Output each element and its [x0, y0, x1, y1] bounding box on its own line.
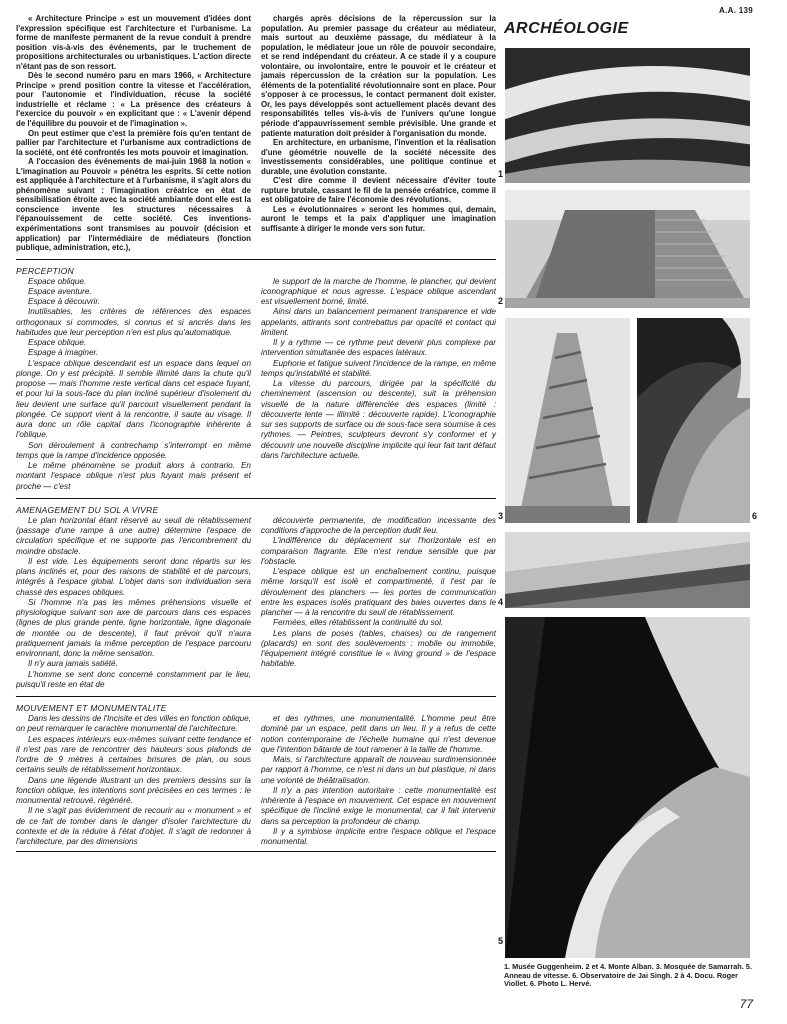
paragraph: Il y a rythme — ce rythme peut devenir plus complexe par intervention simultanée des espaces latéraux. [261, 338, 496, 358]
paragraph: Espage à imaginer. [28, 348, 99, 358]
section-right-column [261, 516, 496, 690]
paragraph: Euphorie et fatigue suivent l'incidence de la rampe, en même temps qu'instabilité et stabilité. [261, 358, 496, 378]
paragraph: Son déroulement à contrechamp s'interrompt en même temps que la rampe d'incidence opposée. [16, 440, 251, 460]
paragraph: La vitesse du parcours, dirigée par la spécificité du cheminement (ascension ou descente), suit la préhension visuelle de la nature différenciée des espaces (limité : découverte lente — illimité : découverte rapide). L'iconographie sur ses supports de surface ou de sous-face sera soumise à ces rythmes. — Peintres, sculpteurs devront s'y conformer et y découvrir une nouvelle discipline implicite qui leur fait tant défaut dans l'architecture actuelle. [261, 379, 496, 460]
paragraph: Les espaces intérieurs eux-mêmes suivant cette tendance et il n'est pas rare de rencontrer des hauteurs sous plafonds de l'ordre de 9 mètres à certaines brisures de plan, ou sous certains seuils de rétablissement horizontaux. [16, 734, 251, 775]
paragraph: L'homme se sent donc concerné constamment par le lieu, puisqu'il reste en état de [16, 669, 251, 689]
page-header: A.A. 139 [719, 6, 753, 15]
paragraph: Les « évolutionnaires » seront les hommes qui, demain, auront le temps et la paix d'appliquer une imagination suffisante à diriger le monde vers son futur. [261, 204, 496, 234]
section-title: AMENAGEMENT DU SOL A VIVRE [16, 504, 159, 515]
paragraph: On peut estimer que c'est la première fois qu'en tentant de pallier par l'architecture et l'urbanisme aux contradictions de la société, ont été confrontés les mots pouvoir et imagination. [16, 128, 251, 157]
sidebar [504, 20, 754, 38]
paragraph: chargés après décisions de la répercussion sur la population. Au premier passage du créateur au médiateur, mais surtout au deuxième passage, du médiateur à la population, le médiateur joue un rôle de pouvoir secondaire, et se rend indépendant du créateur. A ce stade il y a coupure volontaire, ou involontaire, entre le pouvoir et le créateur et jamais répercussion de la création sur la population. Les éléments de la potentialité révolutionnaire sont en place. Pour s'opposer à ce processus, le contact permanent doit exister. Or, les pays développés sont actuellement placés devant des responsabilités telles vis-à-vis de l'univers qu'une longue période d'appauvrissement semble prévisible. Une grande et patiente maturation doit présider à l'organisation du monde. [261, 14, 496, 138]
paragraph: Dans les dessins de l'Incisite et des villes en fonction oblique, on peut remarquer le caractère monumental de l'architecture. [16, 714, 251, 734]
section-divider [16, 851, 496, 852]
paragraph: Espace aventure. [28, 286, 92, 296]
section-mouvement [16, 696, 496, 847]
paragraph: En architecture, en urbanisme, l'invention et la réalisation d'une géométrie nouvelle de la société nécessite des investissements considérables, une politique continue et durable, une évolution constante. [261, 138, 496, 176]
photo-number: 5 [498, 936, 504, 946]
section-right-column [261, 277, 496, 492]
section-left-column [16, 277, 251, 492]
paragraph: L'indifférence du déplacement sur l'horizontale est en comparaison flagrante. Elle n'est rendue sensible que par l'obstacle. [261, 536, 496, 566]
paragraph: L'espace oblique descendant est un espace dans lequel on plonge. On y est précipité. Il semble illimité dans la chute qu'il propose — mais l'homme reste vertical dans cet espace fuyant, et pour lui la sous-face du plan incliné supérieur d'isolement du lieu devient une surface qu'il parcourt visuellement pendant la plongée. Ce support vient à la rencontre, il saute au visage. Il aura donc un rôle capital dans l'iconographie inhérente à l'oblique. [16, 358, 251, 440]
paragraph: Dans une légende illustrant un des premiers dessins sur la fonction oblique, les intentions sont précisées en ces termes : le monumental retrouvé, régénéré. [16, 775, 251, 806]
photo-number: 6 [752, 511, 758, 521]
paragraph: Espace oblique. [28, 338, 87, 348]
section-title: MOUVEMENT ET MONUMENTALITE [16, 703, 167, 714]
paragraph: Ainsi dans un balancement permanent transparence et vide appelants, attirants sont contrebattus par opacité et contact qui limitent. [261, 307, 496, 337]
paragraph: et des rythmes, une monumentalité. L'homme peut être dominé par un espace, petit dans un lieu. Il y a refus de cette notion contemporaine de l'échelle humaine qui n'est devenue que l'intention bâtarde de tout ramener à la taille de l'homme. [261, 714, 496, 754]
photo-jai-singh [637, 318, 750, 523]
paragraph: Les plans de poses (tables, chaises) ou de rangement (placards) en sont des soulèvements : mobile ou immobile, l'équipement intégré constitue le « living ground » de l'espace habitable. [261, 628, 496, 669]
paragraph: « Architecture Principe » est un mouvement d'idées dont l'expression spécifique est l'architecture et l'urbanisme. La forme de manifeste permanent de la revue conduit à prendre position vis-à-vis des événements, par le truchement de propositions architecturales ou urbanistiques. L'action directe n'étant pas de son ressort. [16, 14, 251, 71]
paragraph: Le même phénomène se produit alors à contrario. En montant l'espace oblique n'est plus fuyant mais présent et proche — c'est [16, 461, 251, 491]
paragraph: Il y a symbiose implicite entre l'espace oblique et l'espace monumental. [261, 826, 496, 847]
photo-samarrah [505, 318, 630, 523]
paragraph: Inutilisables, les critères de références des espaces orthogonaux si commodes, si connus et si ancrés dans les habitudes que leur perception n'en est plus qu'automatique. [16, 307, 251, 337]
intro-right-column [261, 14, 496, 253]
photo-number: 2 [498, 296, 504, 306]
section-left-column [16, 714, 251, 847]
paragraph: Espace oblique. [28, 276, 87, 286]
section-right-column [261, 714, 496, 847]
paragraph: L'espace oblique est un enchaînement continu, puisque même lorsqu'il est isolé et compartimenté, il l'est par le déroulement des planchers — les portes de communication entre les espaces isolés pratiquant des baies ouvertes dans le plancher — à la rencontre du seuil de rétablissement. [261, 567, 496, 618]
article-text [16, 14, 496, 852]
paragraph: Si l'homme n'a pas les mêmes préhensions visuelle et physiologique suivant son axe de parcours dans ces espaces (lignes de plus grande pente, ligne horizontale, ligne diagonale de montée ou de descente), il faut prévoir qu'il n'aura pratiquement jamais la même perception de l'espace parcouru environnant, donc la même sensation. [16, 597, 251, 659]
photo-monte-alban [505, 190, 750, 308]
paragraph: Il n'y a pas intention autoritaire : cette monumentalité est inhérente à l'espace en mouvement. Cet espace en mouvement spécifique de l'incliné exige le monumental, car il fait intervenir dans sa perception la profondeur de champ. [261, 785, 496, 826]
paragraph: Il ne s'agit pas évidemment de recourir au « monument » et de ce fait de tomber dans le danger d'isoler l'architecture du contexte et de la réduire à l'état d'objet. Il s'agit de redonner à l'architecture, par des dimensions [16, 806, 251, 847]
section-title: PERCEPTION [16, 265, 74, 276]
paragraph: Mais, si l'architecture apparaît de nouveau surdimensionnée par rapport à l'homme, ce n'est ni dans un but plastique, ni dans une volonté de théâtralisation. [261, 755, 496, 785]
section-left-column [16, 516, 251, 690]
paragraph: Il n'y aura jamais satiété. [28, 659, 118, 669]
paragraph: Dès le second numéro paru en mars 1966, « Architecture Principe » prend position contre la vitesse et l'accélération, pour l'autonomie et l'individuation, récuse la société industrielle et réclame : « La présence des créateurs à l'exercice du pouvoir » en explicitant que : « L'avenir dépend de l'équilibre du pouvoir et de l'imagination ». [16, 71, 251, 129]
paragraph: A l'occasion des événements de mai-juin 1968 la notion « L'imagination au Pouvoir » pénétra les esprits. Si cette notion est appliquée à l'architecture et à l'urbanisme, il s'agit alors du phénomène suivant : l'imagination créatrice en état de sensibilisation étroite avec la société ambiante dont elle est la conscience invente les structures nécessaires à l'épanouissement de cette société. Ces inventions-expérimentations sont transmises au pouvoir (décision et application) par l'intermédiaire de médiateurs (fonction publique, administration, etc.), [16, 157, 251, 253]
intro-columns [16, 14, 496, 253]
photo-number: 4 [498, 597, 504, 607]
intro-left-column [16, 14, 251, 253]
photo-anneau-de-vitesse [505, 617, 750, 958]
sidebar-title: ARCHÉOLOGIE [504, 20, 629, 37]
paragraph: Le plan horizontal étant réservé au seuil de rétablissement (passage d'une rampe à une autre) détermine l'espace de circulation spécifique et ne supporte pas l'encombrement du moindre obstacle. [16, 515, 251, 556]
photo-monte-alban-steps [505, 532, 750, 608]
photo-caption: 1. Musée Guggenheim. 2 et 4. Monte Alban. 3. Mosquée de Samarrah. 5. Anneau de vitesse. 6. Observatoire de Jai Singh. 2 à 4. Docu. Roger Viollet. 6. Photo L. Hervé. [504, 962, 752, 989]
page-number: 77 [739, 997, 753, 1011]
paragraph: C'est dire comme il devient nécessaire d'éviter toute rupture brutale, cassant le fil de la pensée créatrice, comme il est obligatoire de faire l'économie des révolutions. [261, 176, 496, 205]
paragraph: Fermées, elles rétablissent la continuité du sol. [273, 618, 444, 628]
photo-number: 3 [498, 511, 504, 521]
photo-guggenheim [505, 48, 750, 183]
photo-number: 1 [498, 169, 504, 179]
paragraph: découverte permanente, de modification incessante des conditions d'approche de la perception dudit lieu. [261, 515, 496, 536]
paragraph: le support de la marche de l'homme, le plancher, qui devient iconographique et nous agresse. L'espace oblique ascendant est visuellement borné, limité. [261, 276, 496, 307]
paragraph: Espace à découvrir. [28, 297, 101, 307]
section-amenagement [16, 498, 496, 690]
section-perception [16, 259, 496, 492]
paragraph: Il est vide. Les équipements seront donc répartis sur les plans inclinés et, pour des raisons de stabilité et de parcours, intégrés à l'espace global. L'objet dans son individuation sera chassé des espaces obliques. [16, 556, 251, 597]
